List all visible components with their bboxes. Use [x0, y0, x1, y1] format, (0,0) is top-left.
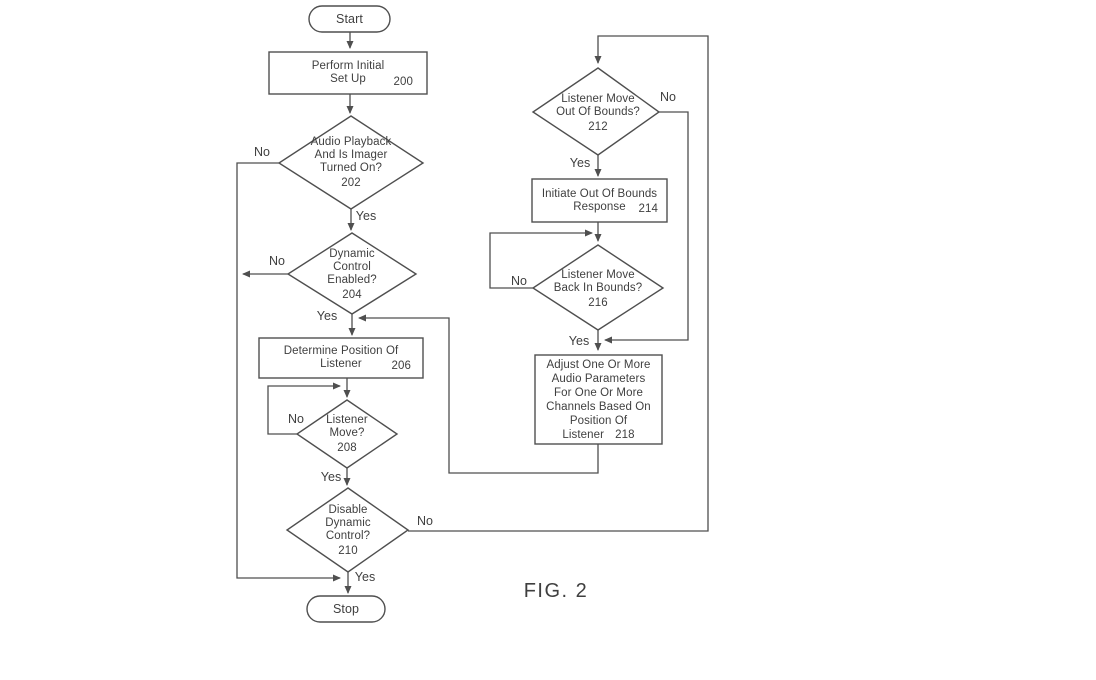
figure-caption: FIG. 2: [523, 580, 589, 602]
node-210-label: Disable Dynamic Control? 210: [325, 503, 371, 557]
edge-label-202-yes: Yes: [355, 209, 377, 223]
edge-label-202-no: No: [254, 145, 270, 159]
edge-label-212-yes: Yes: [569, 156, 591, 170]
node-208-ref: 208: [337, 441, 357, 454]
node-200-ref: 200: [393, 76, 413, 88]
node-204-ref: 204: [342, 288, 362, 301]
node-206-label: Determine Position Of Listener 206: [283, 345, 411, 372]
node-206-ref: 206: [391, 360, 411, 372]
edge-label-210-no: No: [417, 514, 433, 528]
node-208-label: Listener Move? 208: [326, 413, 368, 454]
node-218-label: Adjust One Or More Audio Parameters For One Or More Channels Based On Position Of Listener 218: [546, 358, 651, 441]
node-202-ref: 202: [341, 176, 361, 189]
edge-label-204-yes: Yes: [316, 309, 338, 323]
edge-label-208-yes: Yes: [320, 470, 342, 484]
node-214-ref: 214: [638, 203, 658, 215]
edge-label-216-no: No: [511, 274, 527, 288]
node-212-ref: 212: [588, 120, 608, 133]
edge-label-212-no: No: [660, 90, 676, 104]
edge-label-204-no: No: [269, 254, 285, 268]
node-204-label: Dynamic Control Enabled? 204: [327, 247, 377, 301]
node-200-label: Perform Initial Set Up 200: [311, 60, 413, 88]
edge-label-208-no: No: [288, 412, 304, 426]
node-216-ref: 216: [588, 296, 608, 309]
stop-terminal-label: Stop: [332, 601, 360, 616]
node-210-ref: 210: [338, 544, 358, 557]
node-218-ref: 218: [615, 428, 635, 441]
edge-label-216-yes: Yes: [568, 334, 590, 348]
node-216-label: Listener Move Back In Bounds? 216: [553, 268, 643, 309]
node-214-label: Initiate Out Of Bounds Response 214: [541, 187, 658, 215]
node-202-label: Audio Playback And Is Imager Turned On? 202: [310, 135, 392, 189]
edge-label-210-yes: Yes: [354, 570, 376, 584]
start-terminal-label: Start: [336, 11, 363, 26]
node-212-label: Listener Move Out Of Bounds? 212: [556, 92, 640, 133]
